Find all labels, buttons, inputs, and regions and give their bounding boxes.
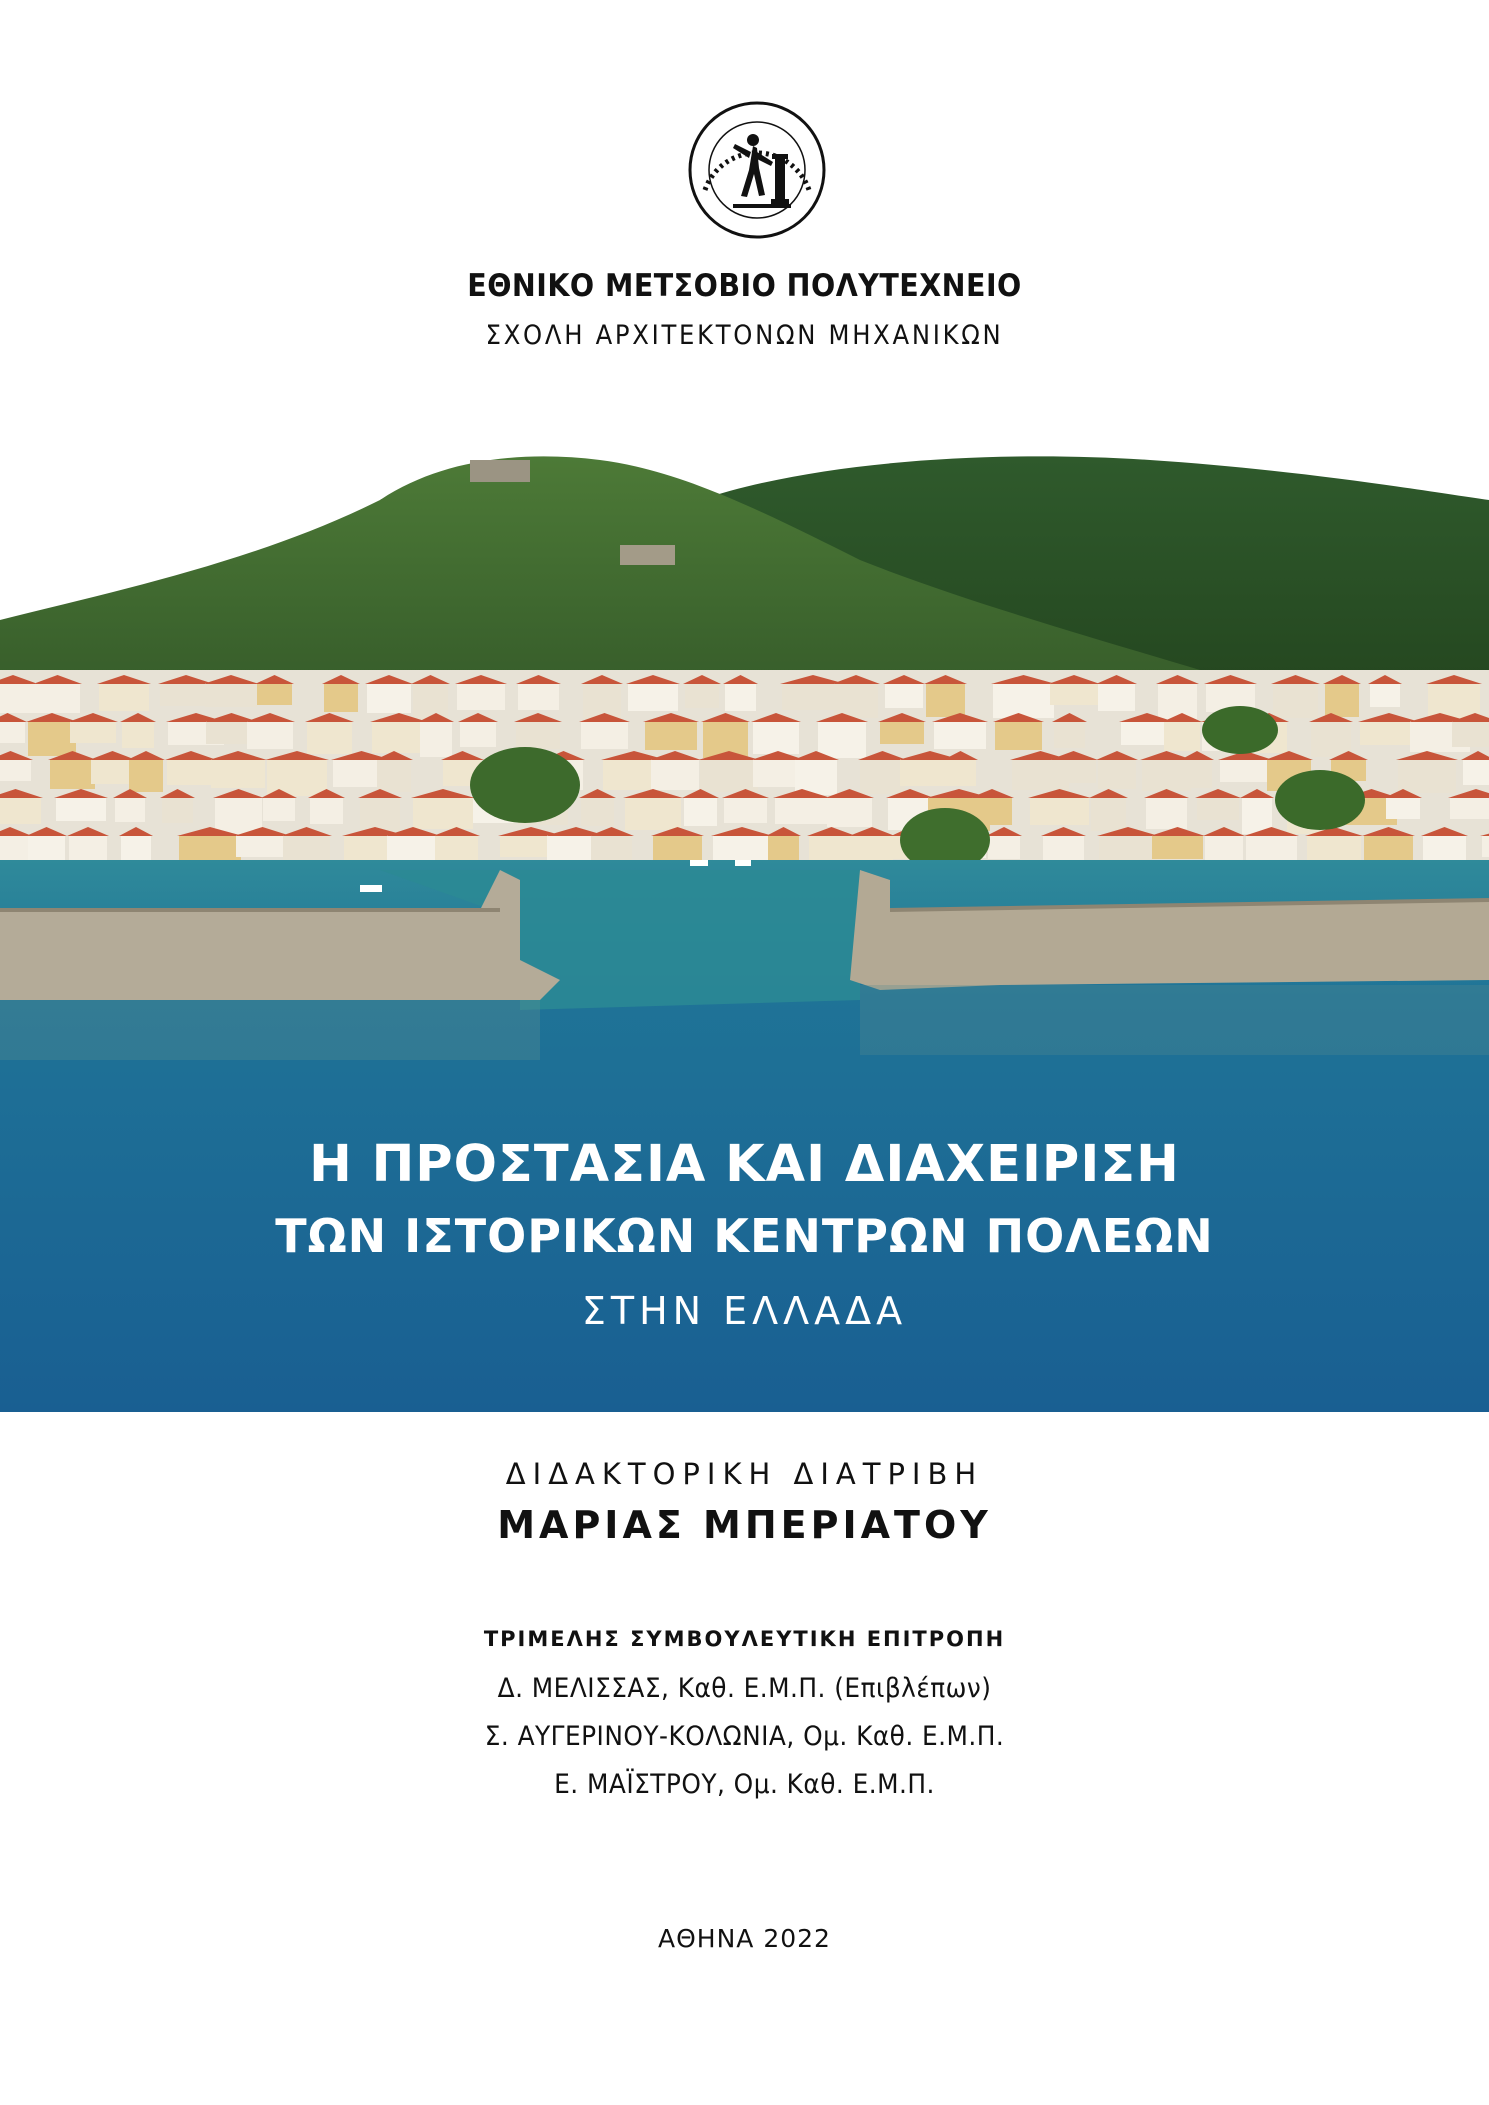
thesis-type-label: ΔΙΔΑΚΤΟΡΙΚΗ ΔΙΑΤΡΙΒΗ [505, 1457, 984, 1491]
school-name: ΣΧΟΛΗ ΑΡΧΙΤΕΚΤΟΝΩΝ ΜΗΧΑΝΙΚΩΝ [485, 320, 1004, 351]
committee-members [0, 1665, 1489, 1809]
university-name: ΕΘΝΙΚΟ ΜΕΤΣΟΒΙΟ ΠΟΛΥΤΕΧΝΕΙΟ [467, 268, 1022, 304]
committee-member: Σ. ΑΥΓΕΡΙΝΟΥ-ΚΟΛΩΝΙΑ, Ομ. Καθ. Ε.Μ.Π. [484, 1721, 1005, 1752]
committee-member: Ε. ΜΑΪΣΤΡΟΥ, Ομ. Καθ. Ε.Μ.Π. [554, 1769, 935, 1800]
place-year: ΑΘΗΝΑ 2022 [658, 1924, 831, 1953]
title-line-2: ΤΩΝ ΙΣΤΟΡΙΚΩΝ ΚΕΝΤΡΩΝ ΠΟΛΕΩΝ [275, 1209, 1214, 1263]
university-seal-logo [687, 100, 827, 240]
title-line-3: ΣΤΗΝ ΕΛΛΑΔΑ [581, 1289, 908, 1333]
thesis-title [0, 1130, 1489, 1346]
committee-title: ΤΡΙΜΕΛΗΣ ΣΥΜΒΟΥΛΕΥΤΙΚΗ ΕΠΙΤΡΟΠΗ [483, 1627, 1006, 1651]
title-line-1: Η ΠΡΟΣΤΑΣΙΑ ΚΑΙ ΔΙΑΧΕΙΡΙΣΗ [309, 1135, 1180, 1194]
author-name: ΜΑΡΙΑΣ ΜΠΕΡΙΑΤΟΥ [497, 1503, 992, 1547]
committee-member: Δ. ΜΕΛΙΣΣΑΣ, Καθ. Ε.Μ.Π. (Επιβλέπων) [497, 1673, 992, 1704]
